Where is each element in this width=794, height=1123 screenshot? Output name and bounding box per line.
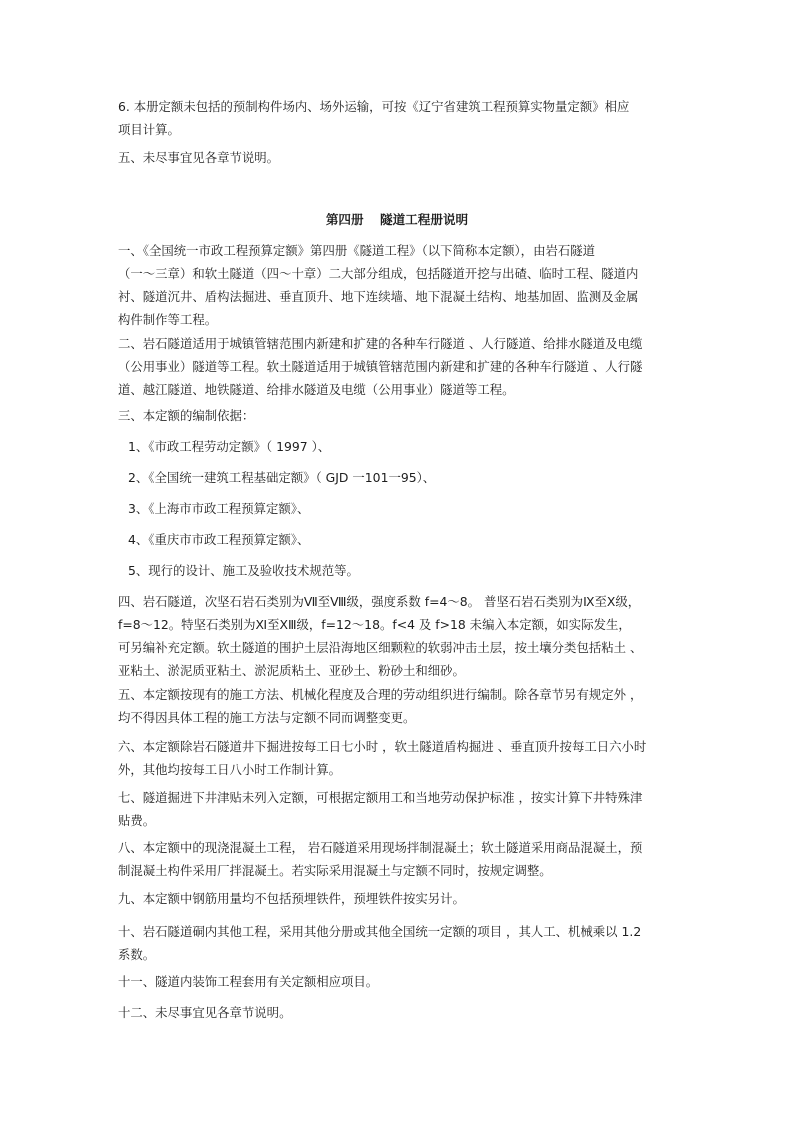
paragraph-8: 八、本定额中的现浇混凝土工程， 岩石隧道采用现场拌制混凝土；软土隧道采用商品混凝土，预 制混凝土构件采用厂拌混凝土。若实际采用混凝土与定额不同时，按规定调整。 — [118, 840, 643, 878]
paragraph-1: 一、《全国统一市政工程预算定额》第四册《隧道工程》（以下简称本定额），由岩石隧道 （一～三章）和软土隧道（四～十章）二大部分组成，包括隧道开挖与出碴、临时工程、隧道内 衬、隧道沉井、盾构法掘进、垂直顶升、地下连续墙、地下混凝土结构、地基加固、监测及金属 构件制作等工程。 — [118, 243, 639, 327]
paragraph-note-5: 五、未尽事宜见各章节说明。 — [118, 150, 280, 165]
paragraph-10: 十、岩石隧道硐内其他工程，采用其他分册或其他全国统一定额的项目 ，其人工、机械乘以 1.2 系数。 — [118, 924, 642, 962]
paragraph-5: 五、本定额按现有的施工方法、机械化程度及合理的劳动组织进行编制。除各章节另有规定外 ， 均不得因具体工程的施工方法与定额不同而调整变更。 — [118, 687, 643, 725]
paragraph-3: 三、本定额的编制依据： — [118, 408, 255, 423]
list-item: 1、《市政工程劳动定额》（ 1997 ）、 — [128, 439, 331, 454]
list-item: 2、《全国统一建筑工程基础定额》（ GJD 一101一95）、 — [128, 470, 436, 485]
paragraph-12: 十二、未尽事宜见各章节说明。 — [118, 1005, 292, 1020]
section-title: 第四册 隧道工程册说明 — [325, 212, 469, 227]
paragraph-note-6: 6. 本册定额未包括的预制构件场内、场外运输，可按《辽宁省建筑工程预算实物量定额》相应 项目计算。 — [118, 99, 630, 137]
paragraph-9: 九、本定额中钢筋用量均不包括预埋铁件，预埋铁件按实另计。 — [118, 891, 465, 906]
paragraph-2: 二、岩石隧道适用于城镇管辖范围内新建和扩建的各种车行隧道 、人行隧道、给排水隧道及电缆 （公用事业）隧道等工程。软土隧道适用于城镇管辖范围内新建和扩建的各种车行隧道 、人行隧 道、越江隧道、地铁隧道、给排水隧道及电缆（公用事业）隧道等工程。 — [118, 336, 643, 397]
paragraph-7: 七、隧道掘进下井津贴未列入定额，可根据定额用工和当地劳动保护标准 ，按实计算下井特殊津 贴费。 — [118, 790, 643, 828]
list-item: 3、《上海市市政工程预算定额》、 — [128, 501, 310, 516]
paragraph-6: 六、本定额除岩石隧道井下掘进按每工日七小时 ，软土隧道盾构掘进 、垂直顶升按每工日六小时 外，其他均按每工日八小时工作制计算。 — [118, 739, 647, 777]
paragraph-11: 十一、隧道内装饰工程套用有关定额相应项目。 — [118, 974, 379, 989]
list-item: 4、《重庆市市政工程预算定额》、 — [128, 532, 310, 547]
paragraph-4: 四、岩石隧道，次坚石岩石类别为Ⅶ至Ⅷ级，强度系数 f=4～8。 普坚石岩石类别为Ⅸ至Ⅹ级， f=8～12。特坚石类别为Ⅺ至ⅩⅢ级，f=12～18。f<4 及 f>18 未编入本定额，如实际发生， 可另编补充定额。软土隧道的围护土层沿海地区细颗粒的软弱冲击土层，按土壤分类包括粘土 、 亚粘土、淤泥质亚粘土、淤泥质粘土、亚砂土、粉砂土和细砂。 — [118, 594, 643, 678]
list-item: 5、现行的设计、施工及验收技术规范等。 — [128, 563, 359, 578]
